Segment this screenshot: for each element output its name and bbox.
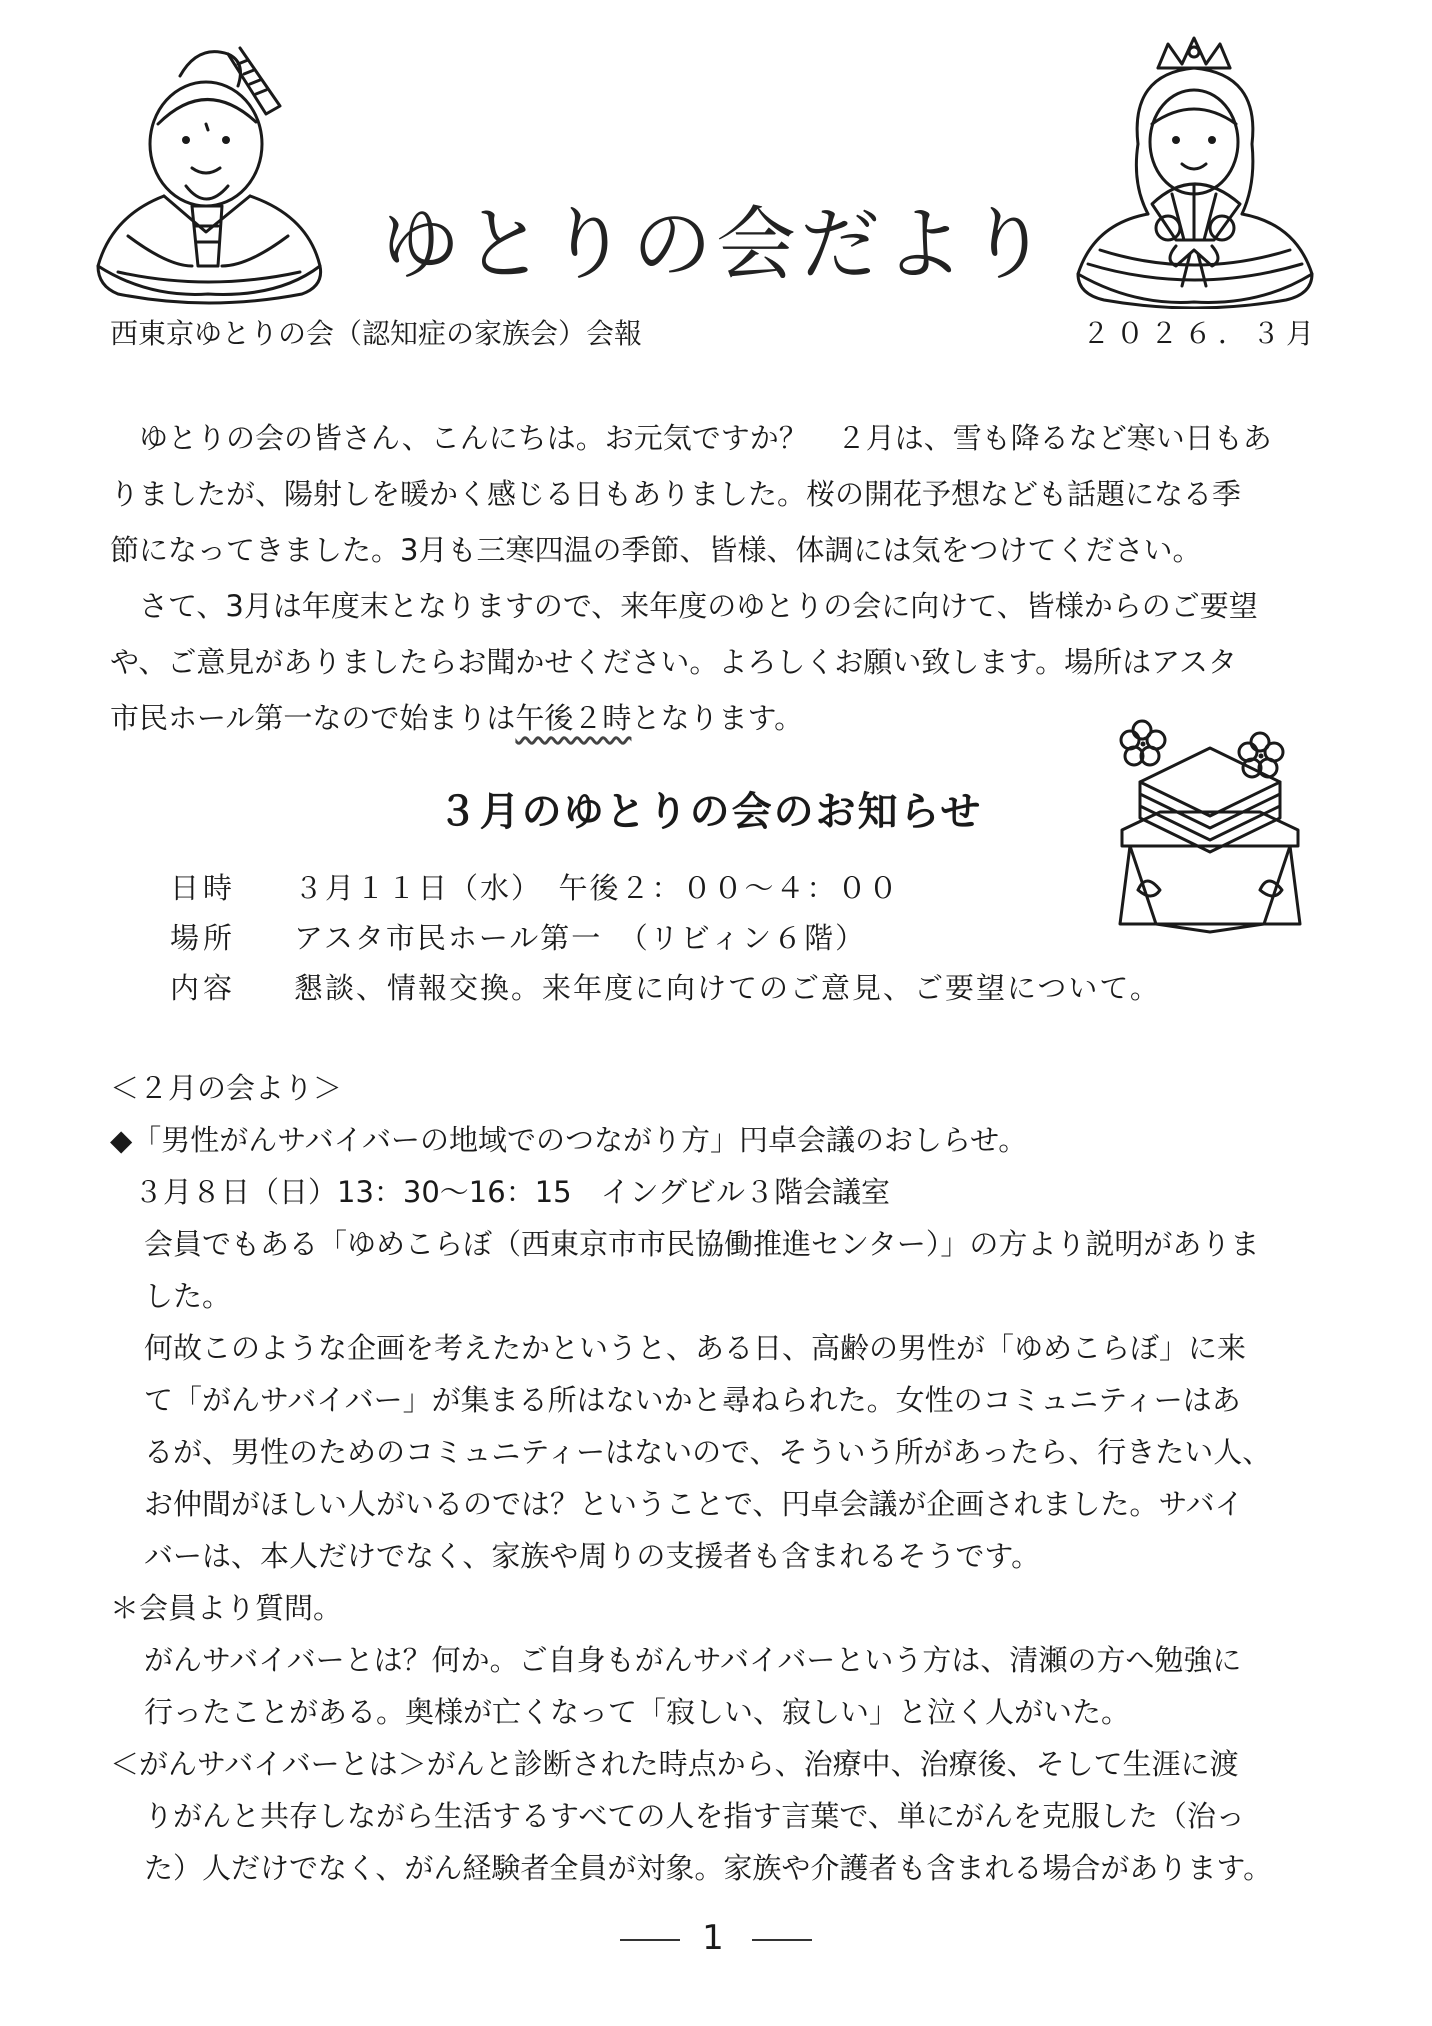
report-section <box>110 1062 1324 1894</box>
report-body-line: て「がんサバイバー」が集まる所はないかと尋ねられた。女性のコミュニティーはあ <box>144 1383 1241 1417</box>
divider <box>752 1939 812 1941</box>
report-item-title: ◆「男性がんサバイバーの地域でのつながり方」円卓会議のおしらせ。 <box>110 1123 1028 1157</box>
intro-text: となります。 <box>631 701 804 735</box>
intro-line: ゆとりの会の皆さん、こんにちは。お元気ですか？ ２月は、雪も降るなど寒い日もあ <box>110 421 1272 455</box>
notice-value: ３月１１日（水） 午後２：００～４：００ <box>294 871 900 905</box>
report-body-line: バーは、本人だけでなく、家族や周りの支援者も含まれるそうです。 <box>144 1539 1041 1573</box>
divider <box>620 1939 680 1941</box>
report-event-line: ３月８日（日）13：30～16：15 イングビル３階会議室 <box>134 1175 891 1209</box>
start-time-emphasis: 午後２時 <box>515 701 632 735</box>
report-body-line: るが、男性のためのコミュニティーはないので、そういう所があったら、行きたい人、 <box>144 1435 1272 1469</box>
definition-line: た）人だけでなく、がん経験者全員が対象。家族や介護者も含まれる場合があります。 <box>144 1851 1273 1885</box>
notice-row-content <box>170 966 1161 1016</box>
notice-row-datetime <box>170 866 900 916</box>
intro-line: 節になってきました。3月も三寒四温の季節、皆様、体調には気をつけてください。 <box>110 533 1202 567</box>
newsletter-title: ゆとりの会だより <box>380 198 1052 291</box>
notice-label: 場所 <box>170 921 237 955</box>
page-number-value: 1 <box>702 1918 730 1958</box>
intro-line: さて、3月は年度末となりますので、来年度のゆとりの会に向けて、皆様からのご要望 <box>110 589 1258 623</box>
page-number <box>0 1918 1432 1958</box>
notice-value: 懇談、情報交換。来年度に向けてのご意見、ご要望について。 <box>294 971 1161 1005</box>
definition-line: ＜がんサバイバーとは＞がんと診断された時点から、治療中、治療後、そして生涯に渡 <box>110 1747 1239 1781</box>
report-body-line: お仲間がほしい人がいるのでは？ということで、円卓会議が企画されました。サバイ <box>144 1487 1244 1521</box>
notice-title: ３月のゆとりの会のお知らせ <box>437 789 983 835</box>
intro-line: りましたが、陽射しを暖かく感じる日もありました。桜の開花予想なども話題になる季 <box>110 477 1242 511</box>
hishimochi-illustration <box>1100 700 1320 940</box>
report-body-line: 何故このような企画を考えたかというと、ある日、高齢の男性が「ゆめこらぼ」に来 <box>144 1331 1247 1365</box>
notice-label: 内容 <box>170 971 237 1005</box>
question-heading: ＊会員より質問。 <box>110 1591 343 1625</box>
newsletter-subtitle: 西東京ゆとりの会（認知症の家族会）会報 <box>110 317 643 350</box>
report-body-line: した。 <box>144 1279 232 1313</box>
notice-label: 日時 <box>170 871 237 905</box>
definition-line: りがんと共存しながら生活するすべての人を指す言葉で、単にがんを克服した（治っ <box>144 1799 1245 1833</box>
notice-row-place <box>170 916 866 966</box>
emperor-doll-illustration <box>88 36 328 306</box>
intro-line: や、ご意見がありましたらお聞かせください。よろしくお願い致します。場所はアスタ <box>110 645 1237 679</box>
report-heading: ＜２月の会より＞ <box>110 1071 343 1105</box>
report-body-line: 会員でもある「ゆめこらぼ（西東京市市民協働推進センター）」の方より説明がありま <box>144 1227 1260 1261</box>
intro-paragraph <box>110 410 1324 746</box>
issue-date: ２０２６．３月 <box>1081 317 1320 350</box>
question-body-line: 行ったことがある。奥様が亡くなって「寂しい、寂しい」と泣く人がいた。 <box>144 1695 1131 1729</box>
question-body-line: がんサバイバーとは？何か。ご自身もがんサバイバーという方は、清瀬の方へ勉強に <box>144 1643 1242 1677</box>
notice-value: アスタ市民ホール第一 （リビィン６階） <box>294 921 867 955</box>
intro-text: 市民ホール第一なので始まりは <box>110 701 516 735</box>
